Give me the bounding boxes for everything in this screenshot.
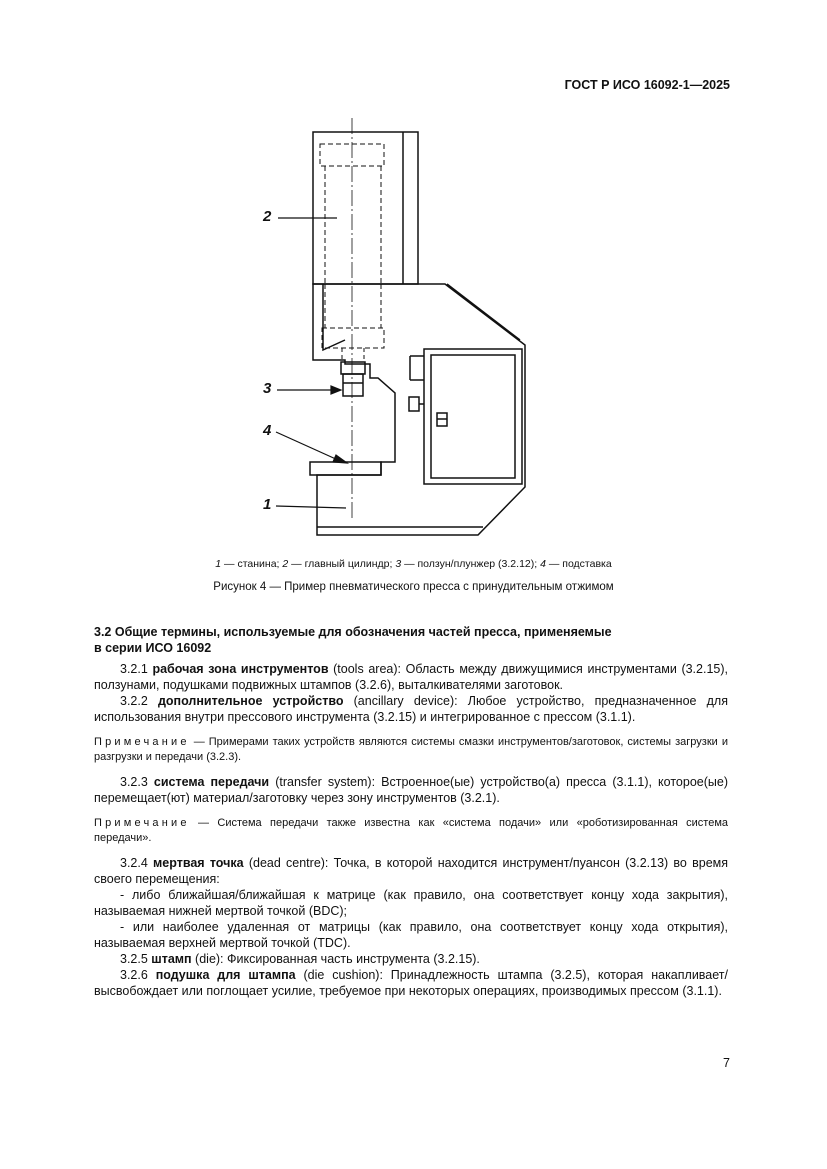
- term-number: 3.2.5: [120, 952, 152, 966]
- term-number: 3.2.3: [120, 775, 154, 789]
- section-3-2: [94, 624, 728, 999]
- term-number: 3.2.6: [120, 968, 156, 982]
- legend-num-2: 2: [282, 558, 289, 570]
- term-definition: (tools area): Область между движущимися инструментами (3.2.15), ползунами, подушками подвижных штампов (3.2.6), выталкивателями заготовок.: [94, 662, 728, 692]
- bolster-plate: [310, 462, 381, 475]
- term-3-2-1: [94, 661, 728, 693]
- legend-num-4: 4: [540, 558, 546, 570]
- legend-text-3: — ползун/плунжер (3.2.12);: [401, 558, 541, 570]
- legend-text-1: — станина;: [221, 558, 283, 570]
- note-text: — Система передачи также известна как «система подачи» или «роботизированная система передачи».: [94, 817, 728, 844]
- figure-label-3: 3: [263, 380, 272, 397]
- term-3-2-4-item-1: - либо ближайшая/ближайшая к матрице (как правило, она соответствует концу хода закрытия), называемая нижней мертвой точкой (BDC);: [94, 888, 728, 918]
- section-heading-line-2: в серии ИСО 16092: [94, 641, 212, 655]
- term-name: подушка для штампа: [155, 968, 296, 982]
- note-label: Примечание: [94, 817, 190, 829]
- figure-press-diagram: [0, 0, 827, 560]
- legend-num-3: 3: [395, 558, 402, 570]
- term-number: 3.2.4: [120, 856, 154, 870]
- term-number: 3.2.2: [120, 694, 158, 708]
- control-cabinet: [424, 349, 522, 484]
- legend-text-2: — главный цилиндр;: [288, 558, 396, 570]
- arrow-4: [333, 455, 347, 463]
- term-definition: (transfer system): Встроенное(ые) устройство(а) пресса (3.1.1), котороe(ые) перемещает(ют) материал/заготовку через зону инструментов (3.2.1).: [94, 775, 728, 805]
- figure-label-2: 2: [263, 208, 272, 225]
- document-header: ГОСТ Р ИСО 16092-1—2025: [564, 78, 730, 92]
- note-label: Примечание: [94, 736, 190, 748]
- note-text: — Примерами таких устройств являются системы смазки инструментов/заготовок, системы загрузки и разгрузки и передачи (3.2.3).: [94, 736, 728, 763]
- term-3-2-2: [94, 693, 728, 725]
- legend-text-4: — подставка: [545, 558, 612, 570]
- term-name: рабочая зона инструментов: [152, 662, 329, 676]
- note-2: [94, 816, 728, 845]
- term-definition: (die): Фиксированная часть инструмента (3.2.15).: [191, 952, 480, 966]
- cabinet-handle: [409, 397, 419, 411]
- term-name: штамп: [151, 952, 192, 966]
- term-name: дополнительное устройство: [157, 694, 344, 708]
- section-heading: [94, 624, 728, 656]
- figure-label-4: 4: [263, 422, 272, 439]
- section-heading-line-1: 3.2 Общие термины, используемые для обозначения частей пресса, применяемые: [94, 625, 612, 639]
- press-drawing: [0, 0, 827, 560]
- term-3-2-4-item-2: - или наиболее удаленная от матрицы (как правило, она соответствует концу хода открытия), называемая верхней мертвой точкой (TDC).: [94, 920, 728, 950]
- term-3-2-3: [94, 774, 728, 806]
- figure-legend: [0, 558, 827, 570]
- legend-num-1: 1: [215, 558, 222, 570]
- note-1: [94, 735, 728, 764]
- arrow-3: [331, 386, 341, 394]
- page-number: 7: [723, 1056, 730, 1070]
- term-definition: (dead centre): Точка, в которой находится инструмент/пуансон (3.2.13) во время своего перемещения:: [94, 856, 729, 886]
- term-number: 3.2.1: [120, 662, 153, 676]
- figure-caption: Рисунок 4 — Пример пневматического пресса с принудительным отжимом: [213, 581, 614, 593]
- term-definition: (die cushion): Принадлежность штампа (3.2.5), которая накапливает/высвобождает или поглощает усилие, требуемое при некоторых операциях, производимых прессом (3.1.1).: [94, 968, 728, 998]
- figure-label-1: 1: [263, 496, 272, 513]
- term-3-2-4: [94, 855, 728, 887]
- term-name: система передачи: [153, 775, 270, 789]
- term-3-2-6: [94, 967, 728, 999]
- ram-lower: [343, 374, 363, 396]
- term-3-2-5: [94, 951, 728, 967]
- term-name: мертвая точка: [153, 856, 244, 870]
- term-definition: (ancillary device): Любое устройство, предназначенное для использования внутри прессового инструмента (3.2.15) и интегрированное с прессом (3.1.1).: [94, 694, 728, 724]
- piston-dashed: [322, 328, 384, 348]
